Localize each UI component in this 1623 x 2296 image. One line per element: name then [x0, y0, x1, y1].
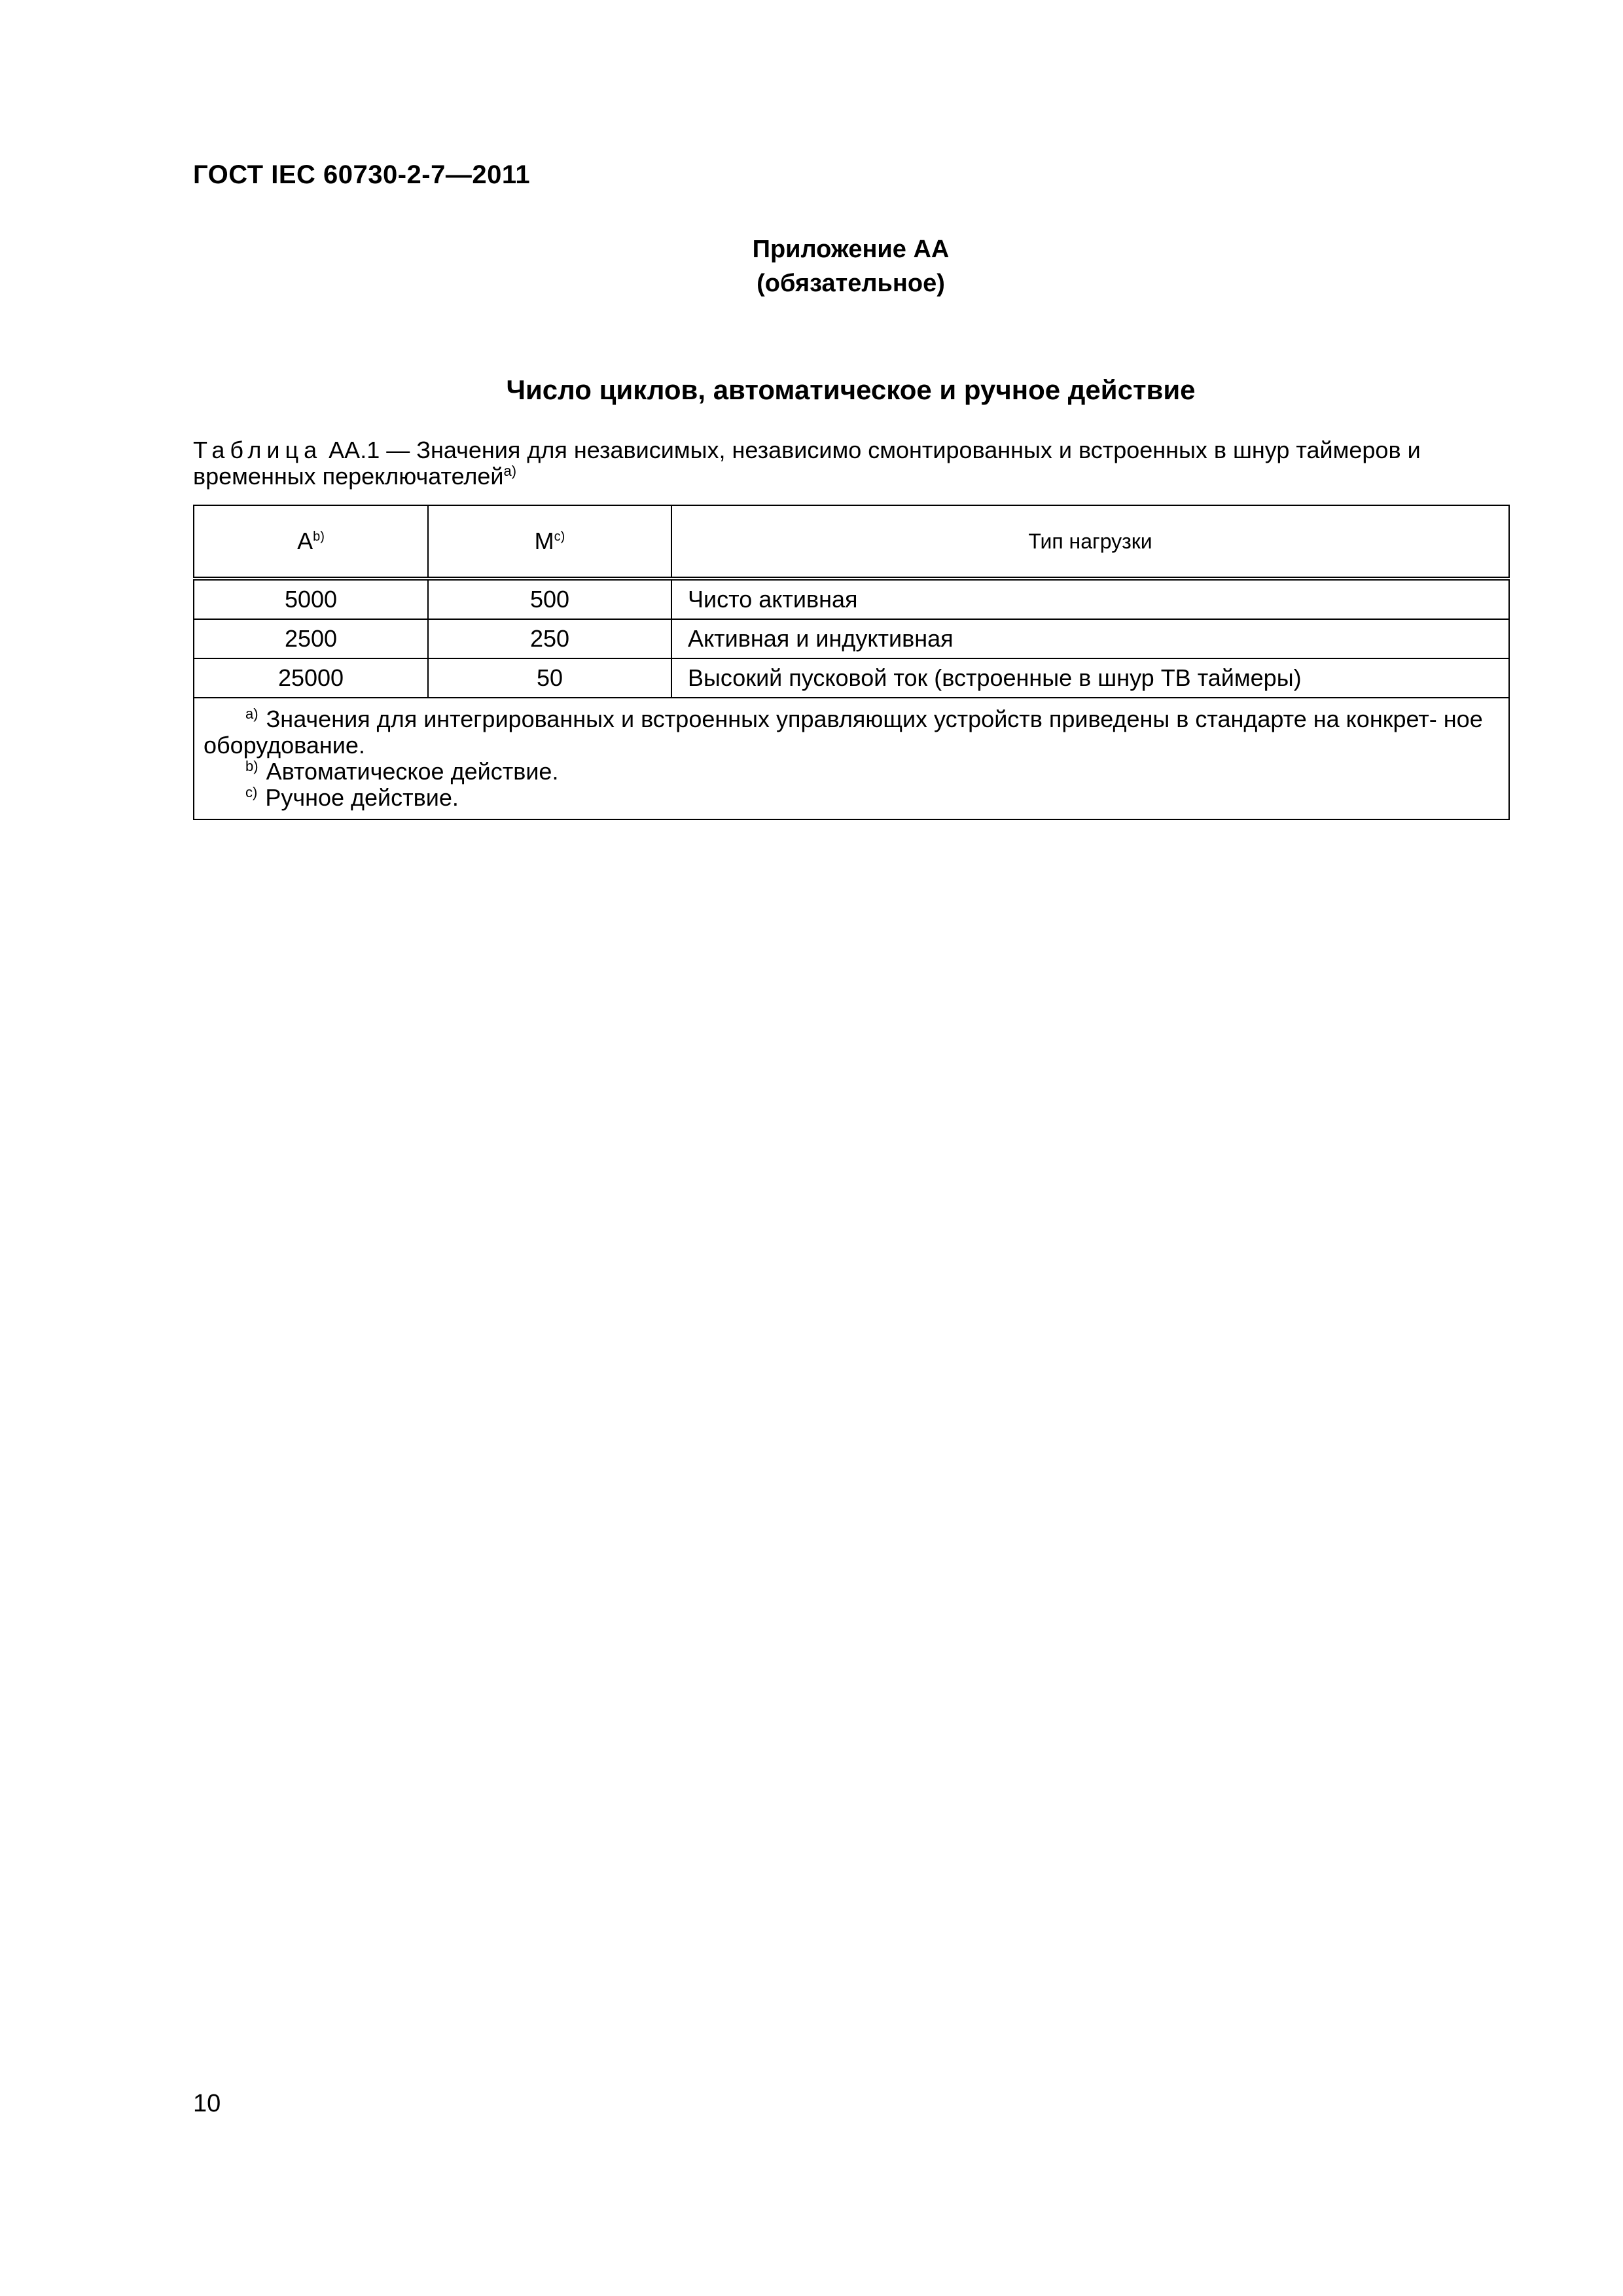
table-caption — [193, 437, 1515, 490]
header-automatic-cycles: $A^{b)}$ — [194, 505, 428, 579]
annex-title: Приложение АА — [752, 236, 950, 263]
header-manual-cycles: $M^{c)}$ — [428, 505, 671, 579]
footnote-c-mark: c) — [245, 784, 258, 800]
cell-manual: 250 — [428, 619, 671, 658]
table-header-row — [194, 505, 1509, 579]
footnote-a-mark: a) — [245, 706, 259, 722]
table-footnotes-row — [194, 698, 1509, 819]
cell-load-type: Активная и индуктивная — [671, 619, 1509, 658]
footnote-a-text: Значения для интегрированных и встроенных управляющих устройств приведены в стандарте на конкрет- ное оборудование. — [204, 706, 1483, 759]
table-row — [194, 658, 1509, 698]
cycles-table — [193, 505, 1510, 820]
footnote-b-text: Автоматическое действие. — [266, 758, 559, 785]
table-header — [194, 505, 1509, 579]
header-a-footnote-ref: b) — [313, 529, 325, 544]
footnote-c-text: Ручное действие. — [265, 784, 459, 811]
document-header: ГОСТ IEC 60730-2-7—2011 — [193, 160, 531, 189]
annex-heading — [0, 232, 1623, 300]
cell-automatic: 25000 — [194, 658, 428, 698]
footnote-c — [204, 785, 1497, 811]
cell-manual: 500 — [428, 579, 671, 619]
table-caption-word: Таблица — [193, 437, 323, 463]
cell-manual: 50 — [428, 658, 671, 698]
table-caption-text: АА.1 — Значения для независимых, независимо смонтированных и встроенных в шнур таймеров и временных переключателей — [193, 437, 1421, 490]
annex-status: (обязательное) — [757, 270, 945, 297]
footnote-b-mark: b) — [245, 758, 259, 774]
cell-automatic: 5000 — [194, 579, 428, 619]
cell-load-type: Чисто активная — [671, 579, 1509, 619]
table-body — [194, 579, 1509, 819]
footnote-a — [204, 706, 1497, 759]
header-load-type: Тип нагрузки — [671, 505, 1509, 579]
table-row — [194, 579, 1509, 619]
cell-automatic: 2500 — [194, 619, 428, 658]
page-number: 10 — [193, 2090, 221, 2117]
table-footnotes — [194, 698, 1509, 819]
table-row — [194, 619, 1509, 658]
section-title: Число циклов, автоматическое и ручное действие — [506, 374, 1196, 405]
header-m-footnote-ref: c) — [554, 529, 565, 544]
cell-load-type: Высокий пусковой ток (встроенные в шнур ТВ таймеры) — [671, 658, 1509, 698]
footnote-b — [204, 759, 1497, 785]
table-caption-footnote-ref: a) — [503, 463, 517, 479]
